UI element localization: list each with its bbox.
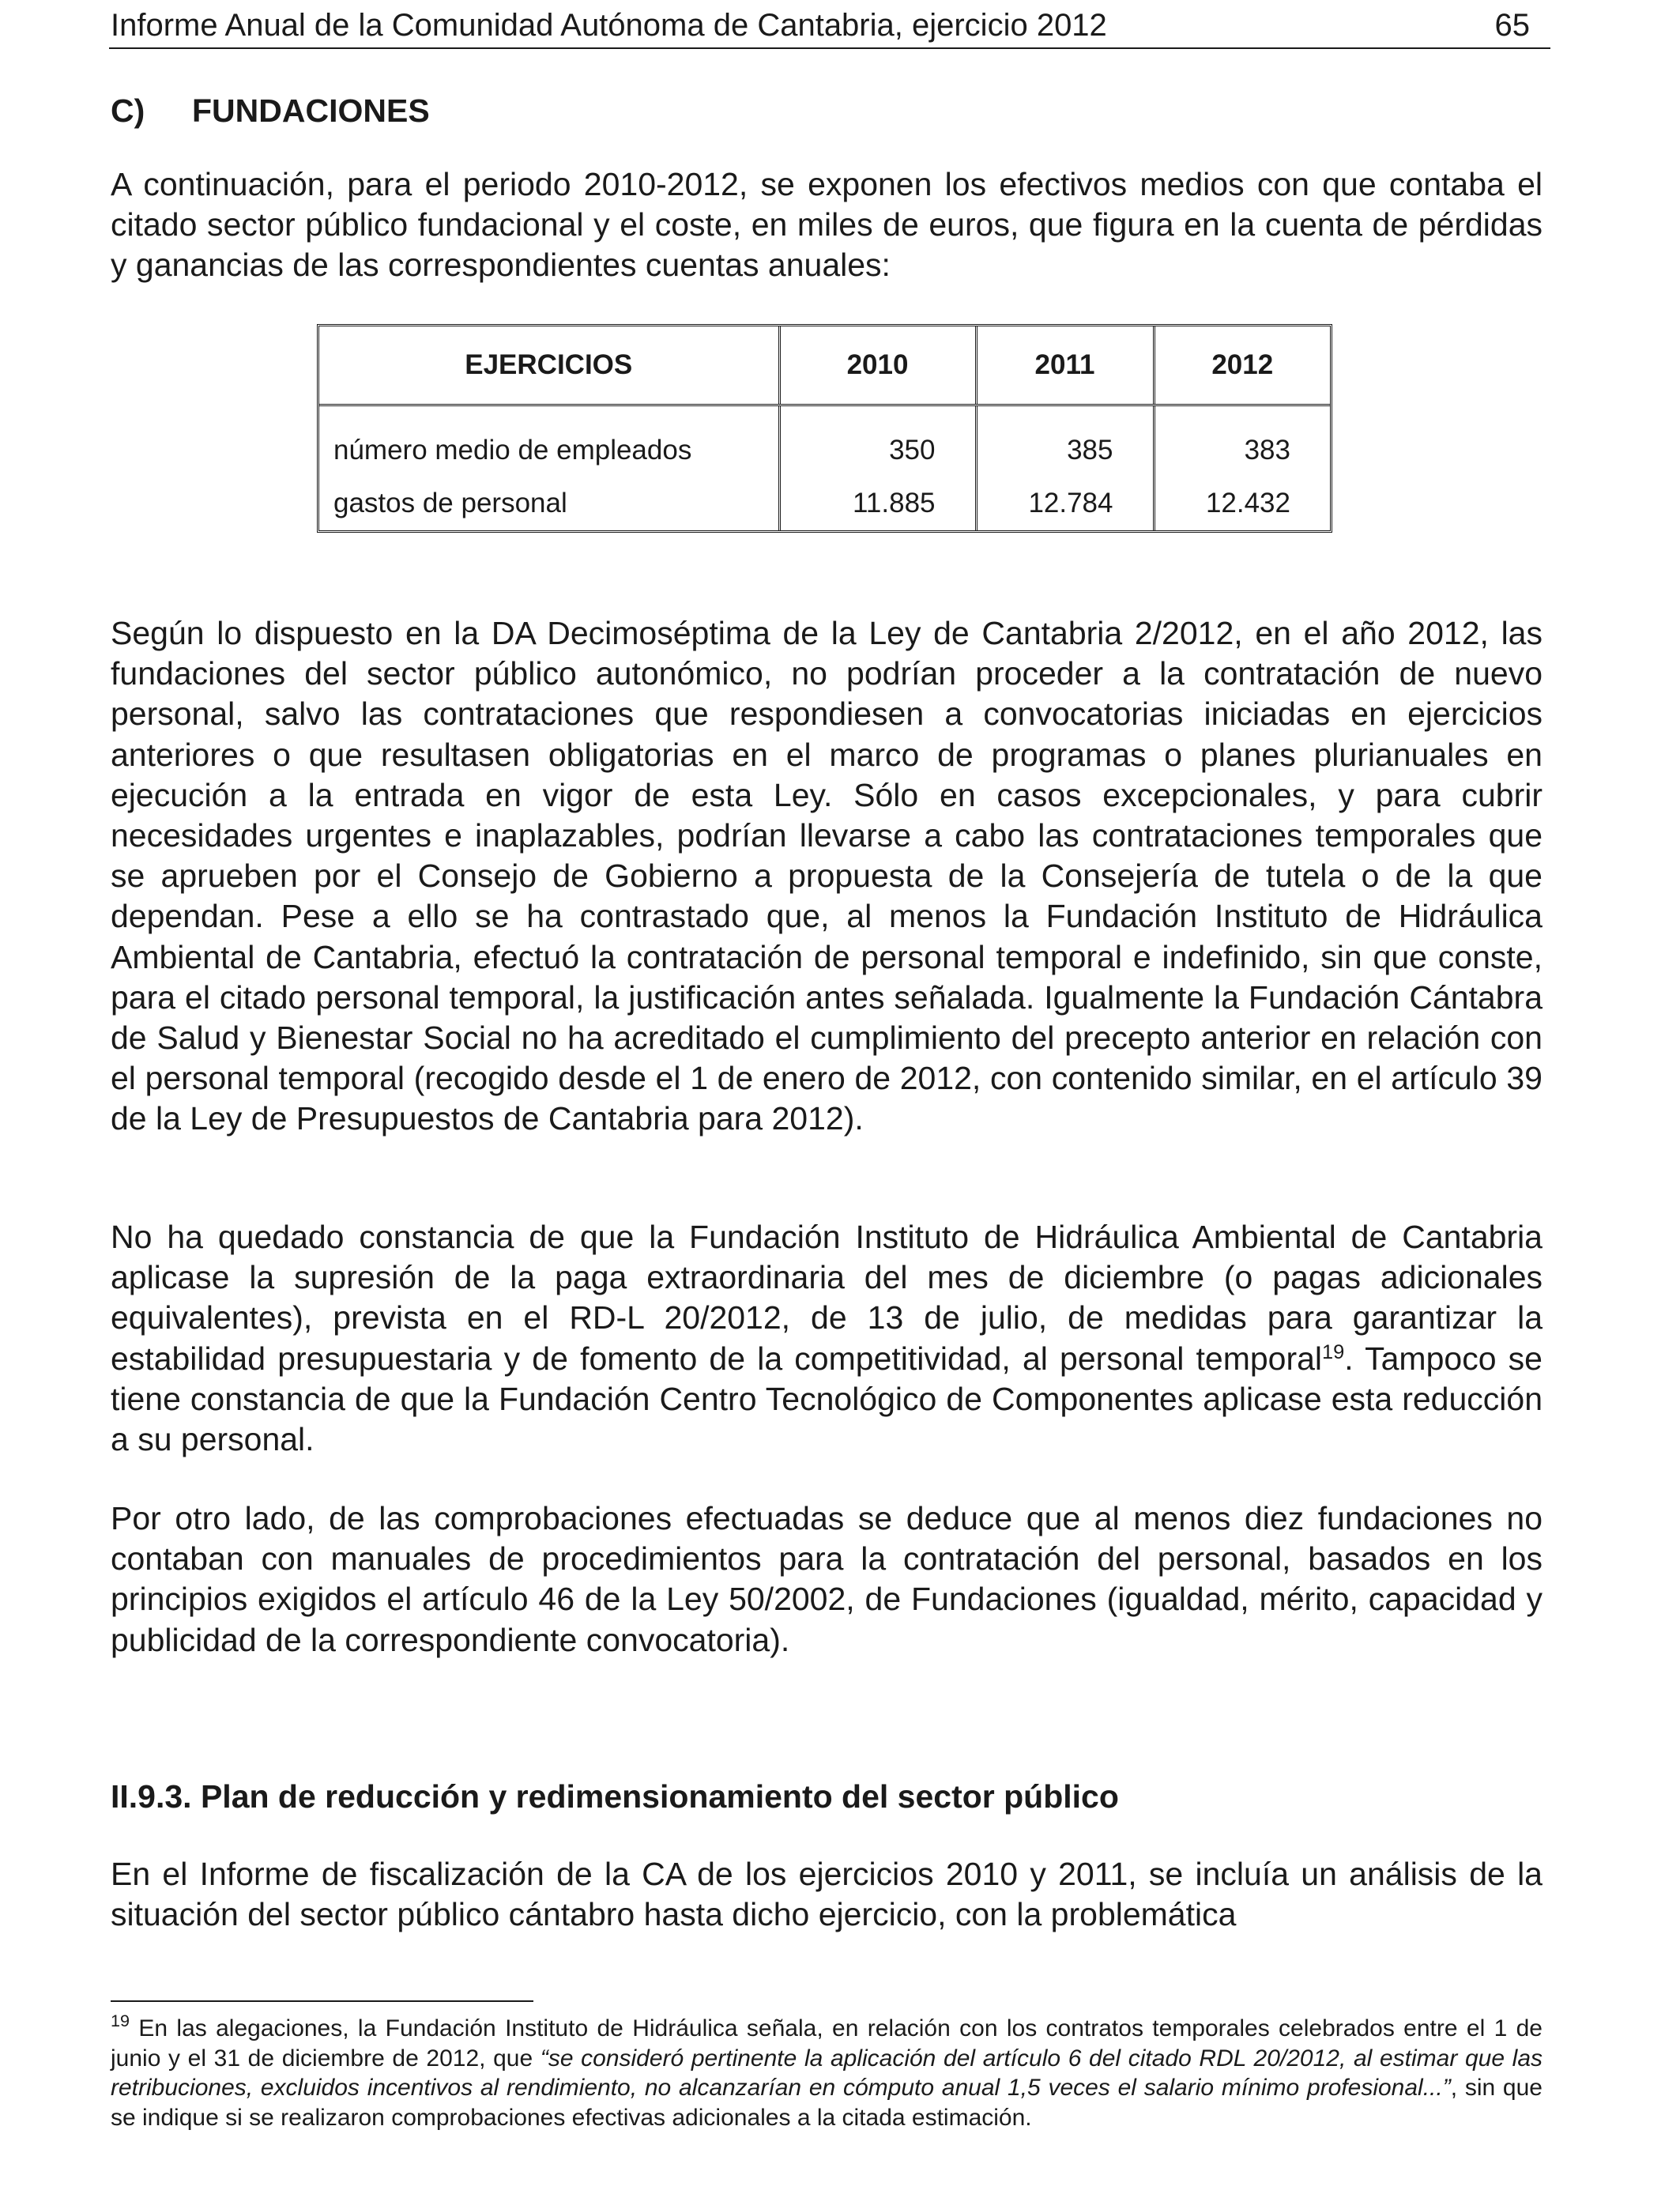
footnote-reference[interactable]: 19	[1322, 1340, 1345, 1363]
table-header-cell: 2010	[779, 326, 976, 405]
footnote-separator	[111, 2000, 533, 2002]
subsection-heading: II.9.3. Plan de reducción y redimensionamiento del sector público	[111, 1778, 1119, 1815]
table-header-cell: 2011	[976, 326, 1154, 405]
table-row	[319, 477, 1330, 530]
footnote-number: 19	[111, 2011, 130, 2031]
body-paragraph-3: Por otro lado, de las comprobaciones efectuadas se deduce que al menos diez fundaciones no contaban con manuales de procedimientos para la contratación del personal, basados en los principios exigidos el artículo 46 de la Ley 50/2002, de Fundaciones (igualdad, mérito, capacidad y publicidad de la correspondiente convocatoria).	[111, 1500, 1543, 1658]
table-header-cell: EJERCICIOS	[319, 326, 779, 405]
table-cell: 11.885	[779, 477, 976, 530]
table-cell: 12.432	[1154, 477, 1330, 530]
table-cell: 383	[1154, 405, 1330, 477]
footnote-text: En las alegaciones, la Fundación Instituto de Hidráulica señala, en relación con los contratos temporales celebrados entre el 1 de junio y el 31 de diciembre de 2012, que	[111, 2015, 1543, 2071]
section-heading	[111, 89, 430, 133]
footnote-quote: “se consideró pertinente la aplicación del artículo 6 del citado RDL 20/2012, al estimar que las retribuciones, excluidos incentivos al rendimiento, no alcanzarían en cómputo anual 1,5 veces el salario mínimo profesional...”	[111, 2045, 1543, 2101]
footnote	[111, 2011, 1543, 2132]
table-cell: 12.784	[976, 477, 1154, 530]
body-paragraph-2	[111, 1217, 1543, 1460]
section-letter: C)	[111, 92, 145, 129]
paragraph-text: . Tampoco se tiene constancia de que la Fundación Centro Tecnológico de Componentes aplicase esta reducción a su personal.	[111, 1340, 1543, 1458]
header-title: Informe Anual de la Comunidad Autónoma de Cantabria, ejercicio 2012	[111, 8, 1107, 43]
table-cell: gastos de personal	[333, 488, 567, 519]
table-header-row	[319, 326, 1330, 405]
table-cell: número medio de empleados	[333, 434, 692, 466]
running-header	[109, 3, 1550, 49]
table-cell: 350	[779, 405, 976, 477]
body-paragraph-4: En el Informe de fiscalización de la CA de los ejercicios 2010 y 2011, se incluía un análisis de la situación del sector público cántabro hasta dicho ejercicio, con la problemática	[111, 1856, 1543, 1933]
table-row	[319, 405, 1330, 477]
intro-paragraph: A continuación, para el periodo 2010-2012, se exponen los efectivos medios con que contaba el citado sector público fundacional y el coste, en miles de euros, que figura en la cuenta de pérdidas y ganancias de las correspondientes cuentas anuales:	[111, 166, 1543, 284]
section-title: FUNDACIONES	[192, 92, 430, 129]
staff-table	[317, 324, 1332, 533]
footnote-text: , sin que se indique si se realizaron comprobaciones efectivas adicionales a la citada estimación.	[111, 2075, 1543, 2131]
page-number: 65	[1494, 8, 1530, 43]
paragraph-text: No ha quedado constancia de que la Fundación Instituto de Hidráulica Ambiental de Cantabria aplicase la supresión de la paga extraordinaria del mes de diciembre (o pagas adicionales equivalentes), prevista en el RD-L 20/2012, de 13 de julio, de medidas para garantizar la estabilidad presupuestaria y de fomento de la competitividad, al personal temporal	[111, 1219, 1543, 1377]
body-paragraph-1: Según lo dispuesto en la DA Decimoséptima de la Ley de Cantabria 2/2012, en el año 2012, las fundaciones del sector público autonómico, no podrían proceder a la contratación de nuevo personal, salvo las contrataciones que respondiesen a convocatorias iniciadas en ejercicios anteriores o que resultasen obligatorias en el marco de programas o planes plurianuales en ejecución a la entrada en vigor de esta Ley. Sólo en casos excepcionales, y para cubrir necesidades urgentes e inaplazables, podrían llevarse a cabo las contrataciones temporales que se aprueben por el Consejo de Gobierno a propuesta de la Consejería de tutela o de la que dependan. Pese a ello se ha contrastado que, al menos la Fundación Instituto de Hidráulica Ambiental de Cantabria, efectuó la contratación de personal temporal e indefinido, sin que conste, para el citado personal temporal, la justificación antes señalada. Igualmente la Fundación Cántabra de Salud y Bienestar Social no ha acreditado el cumplimiento del precepto anterior en relación con el personal temporal (recogido desde el 1 de enero de 2012, con contenido similar, en el artículo 39 de la Ley de Presupuestos de Cantabria para 2012).	[111, 615, 1543, 1137]
table-header-cell: 2012	[1154, 326, 1330, 405]
table-cell: 385	[976, 405, 1154, 477]
